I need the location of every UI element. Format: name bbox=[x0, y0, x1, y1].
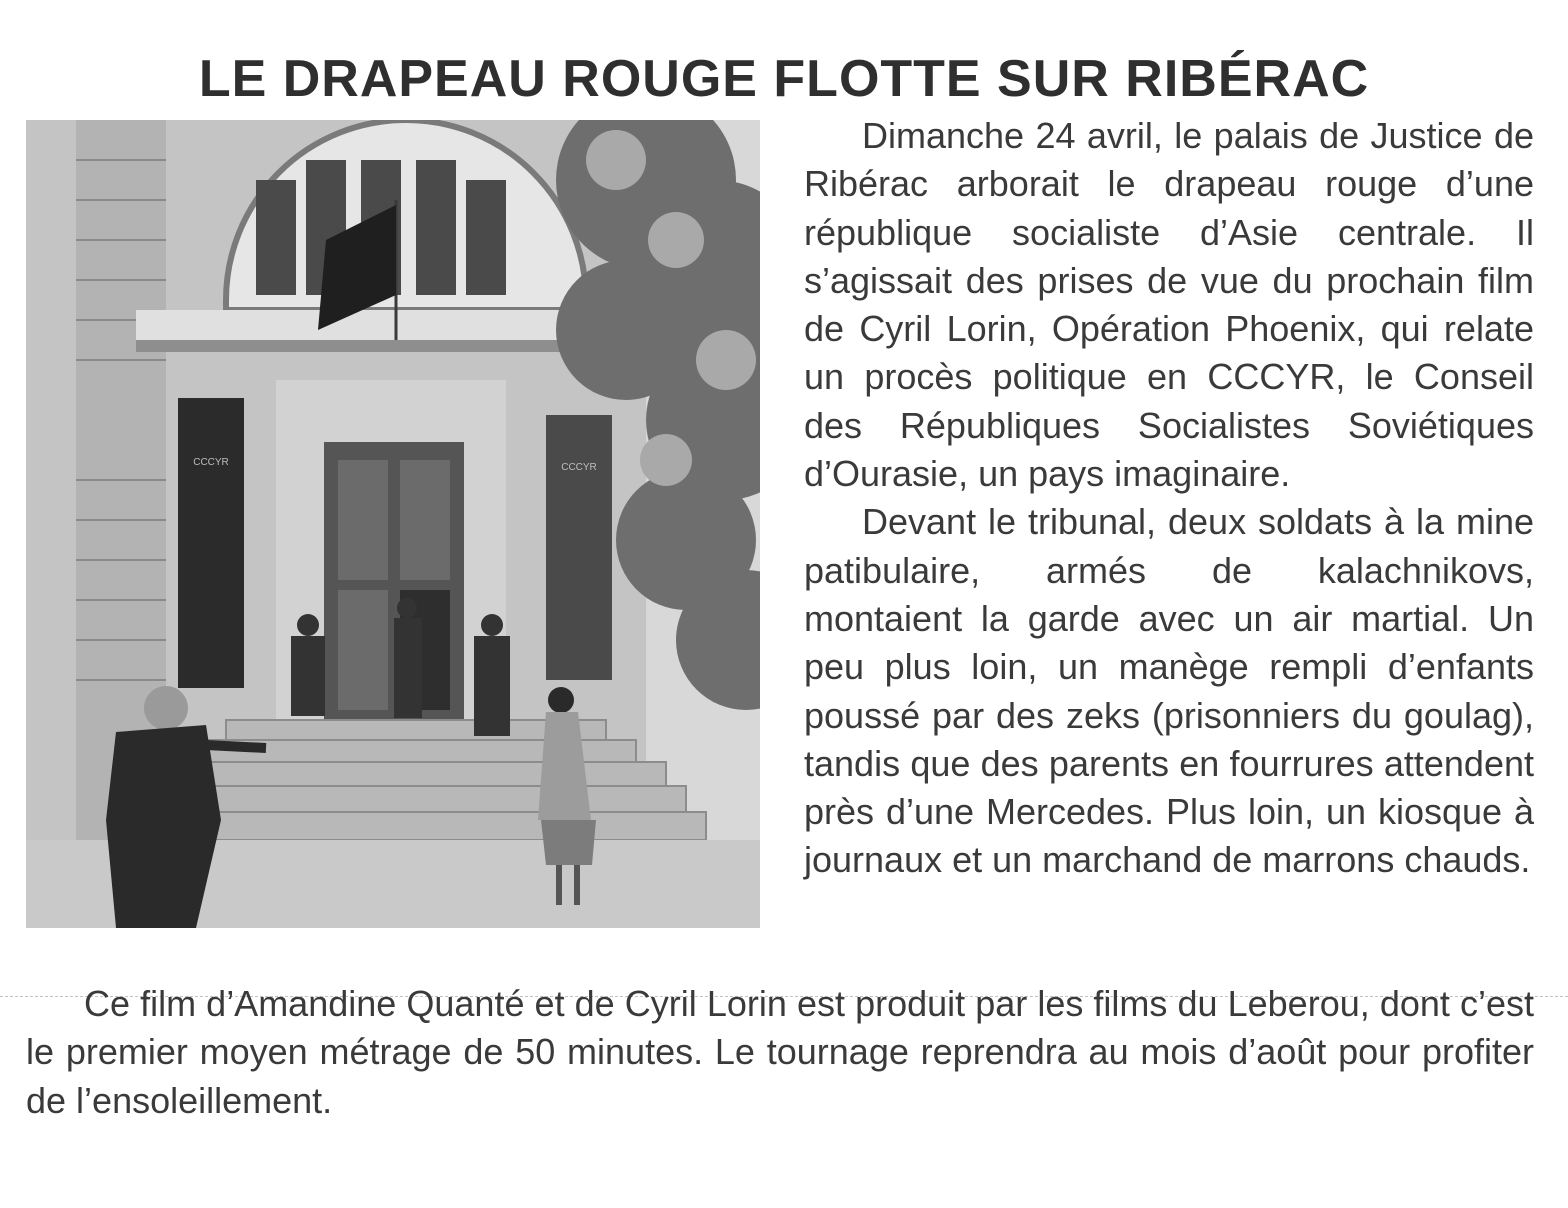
courthouse-photo bbox=[26, 120, 760, 928]
article-right-column bbox=[804, 112, 1534, 885]
banner-right-label: CCCYR bbox=[561, 462, 597, 473]
banner-left-label: CCCYR bbox=[193, 457, 229, 468]
paragraph-2: Devant le tribunal, deux soldats à la mine patibulaire, armés de kalachnikovs, montaient la garde avec un air martial. Un peu plus loin, un manège rempli d’enfants poussé par des zeks (prisonniers du goulag), tandis que des parents en fourrures attendent près d’une Mercedes. Plus loin, un kiosque à journaux et un marchand de marrons chauds. bbox=[804, 501, 1534, 881]
paragraph-1: Dimanche 24 avril, le palais de Justice de Ribérac arborait le drapeau rouge d’une république socialiste d’Asie centrale. Il s’agissait des prises de vue du prochain film de Cyril Lorin, Opération Phoenix, qui relate un procès politique en CCCYR, le Conseil des Républiques Socialistes Soviétiques d’Ourasie, un pays imaginaire. bbox=[804, 115, 1534, 495]
paragraph-3: Ce film d’Amandine Quanté et de Cyril Lorin est produit par les films du Leberou, dont c’est le premier moyen métrage de 50 minutes. Le tournage reprendra au mois d’août pour profiter de l’ensoleillement. bbox=[26, 983, 1534, 1121]
headline: LE DRAPEAU ROUGE FLOTTE SUR RIBÉRAC bbox=[198, 49, 1370, 108]
